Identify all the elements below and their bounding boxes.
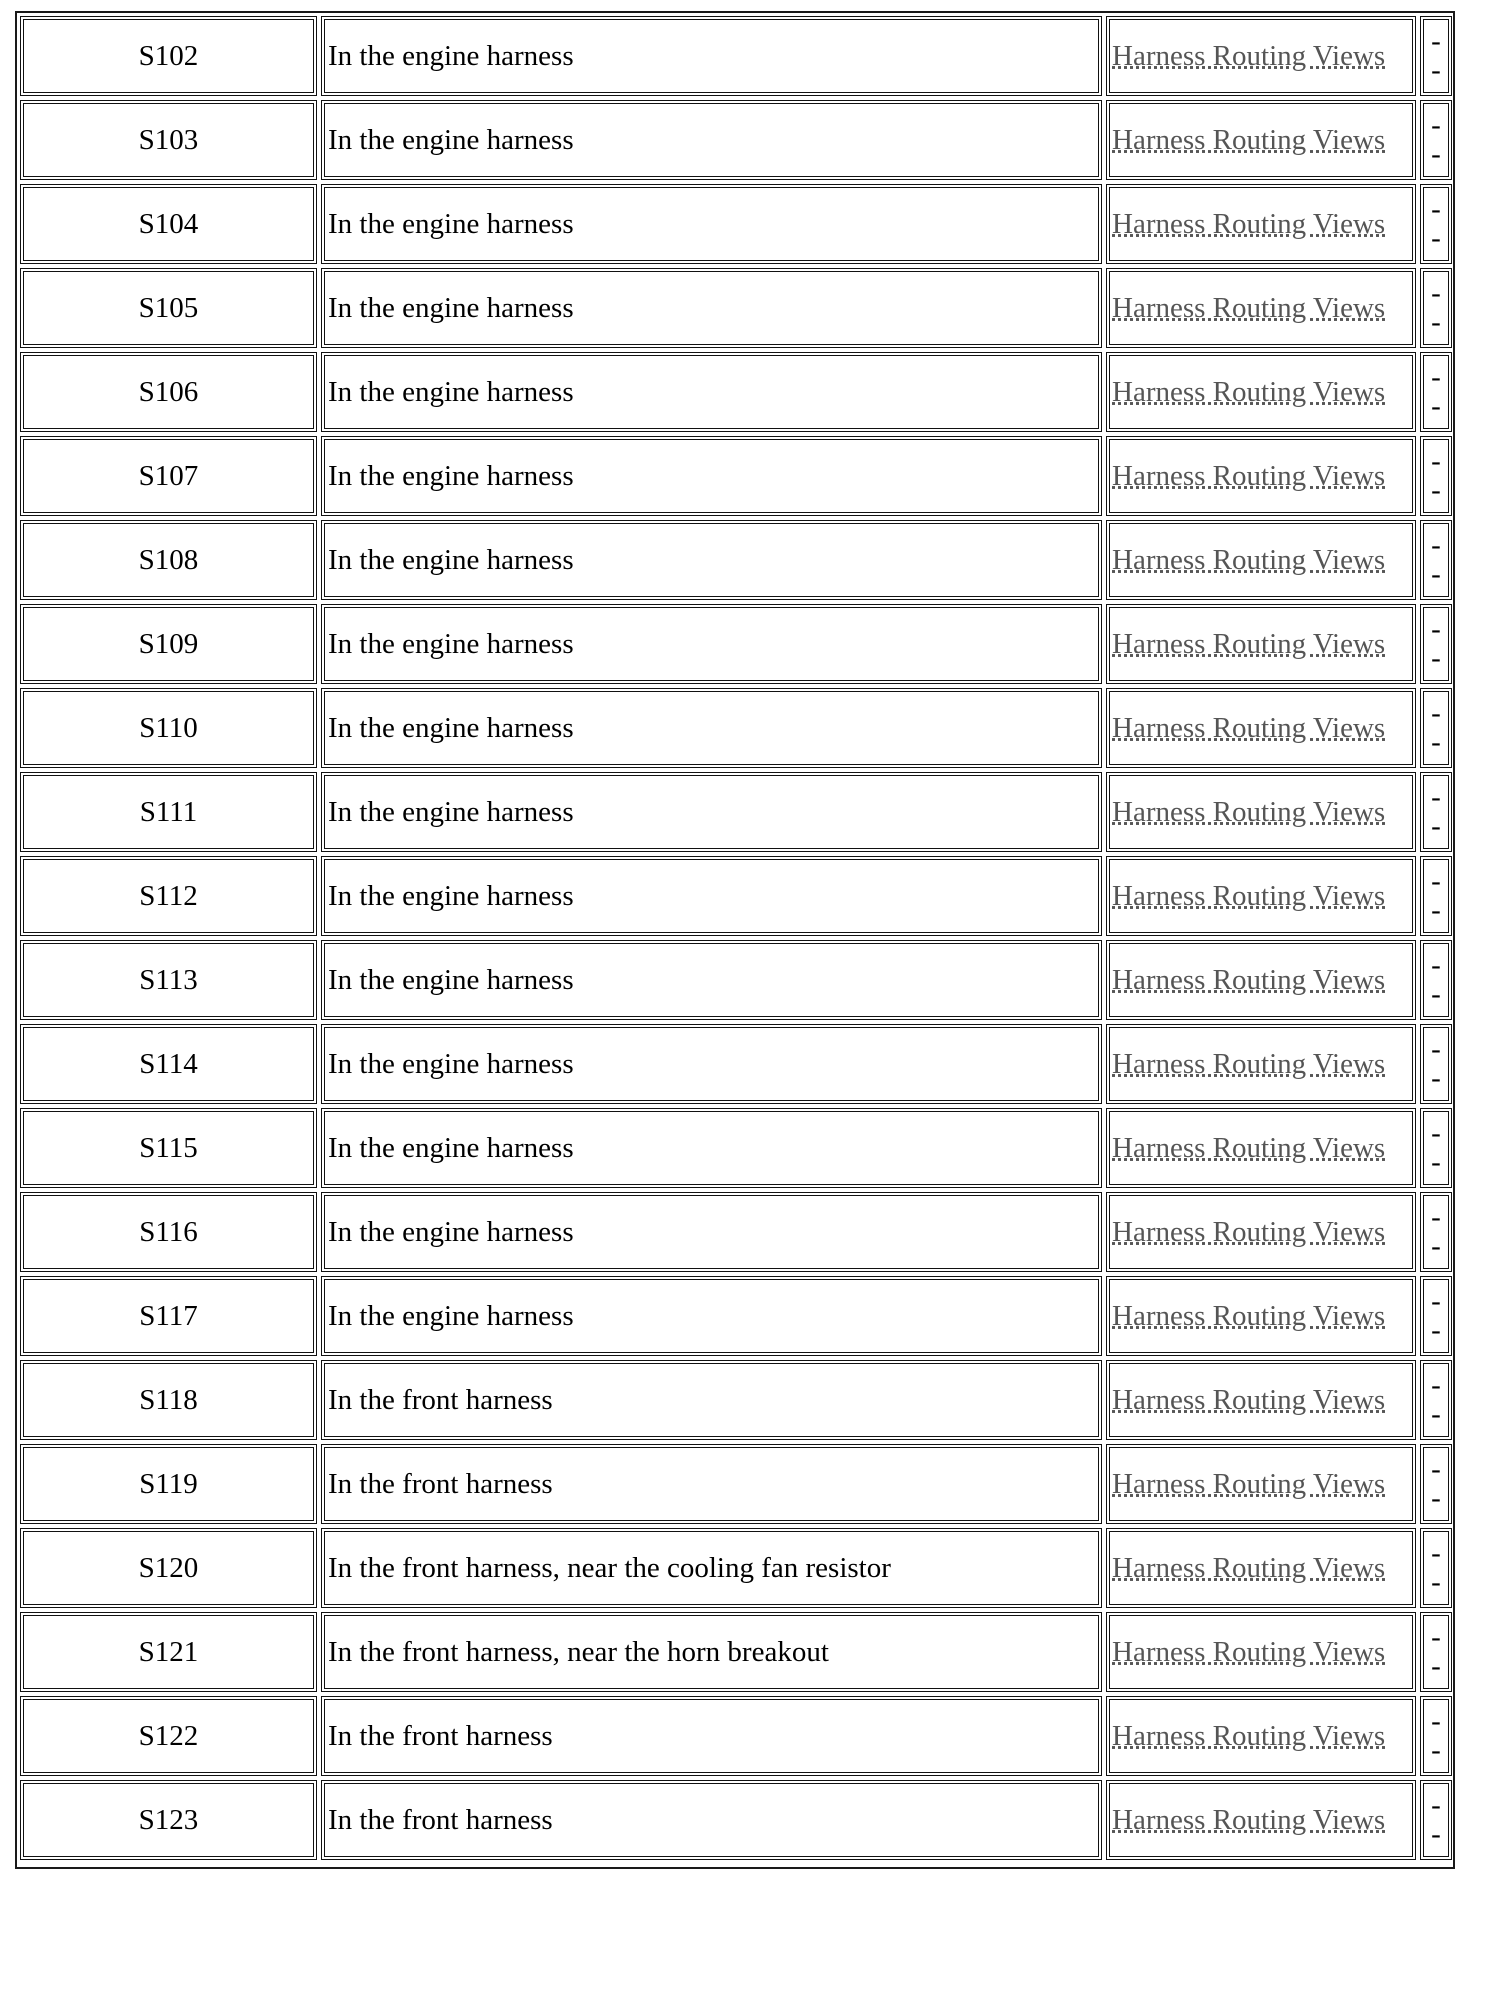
dash-bottom: - [1431, 1146, 1441, 1178]
harness-routing-views-link[interactable]: Harness Routing Views [1112, 627, 1386, 660]
splice-id-cell: S103 [20, 100, 317, 180]
dash-cell [1420, 100, 1452, 180]
dash-top: - [1431, 1537, 1441, 1569]
dash-top: - [1431, 697, 1441, 729]
splice-id-cell: S104 [20, 184, 317, 264]
harness-routing-cell [1106, 772, 1416, 852]
splice-location-cell: In the engine harness [321, 268, 1102, 348]
harness-routing-cell [1106, 268, 1416, 348]
splice-location-cell: In the engine harness [321, 1108, 1102, 1188]
table-row [20, 352, 1452, 432]
splice-id-cell: S109 [20, 604, 317, 684]
dash-cell [1420, 1192, 1452, 1272]
splice-location-cell: In the engine harness [321, 352, 1102, 432]
splice-location-cell: In the front harness, near the horn breakout [321, 1612, 1102, 1692]
splice-location-cell: In the engine harness [321, 688, 1102, 768]
table-row [20, 184, 1452, 264]
splice-id-cell: S106 [20, 352, 317, 432]
splice-location-cell: In the engine harness [321, 520, 1102, 600]
harness-routing-views-link[interactable]: Harness Routing Views [1112, 1215, 1386, 1248]
harness-routing-cell [1106, 1528, 1416, 1608]
dash-cell [1420, 1360, 1452, 1440]
dash-cell [1420, 352, 1452, 432]
dash-bottom: - [1431, 1734, 1441, 1766]
dash-cell [1420, 604, 1452, 684]
dash-bottom: - [1431, 642, 1441, 674]
splice-id-cell: S110 [20, 688, 317, 768]
dash-top: - [1431, 529, 1441, 561]
harness-routing-views-link[interactable]: Harness Routing Views [1112, 1383, 1386, 1416]
dash-top: - [1431, 1201, 1441, 1233]
dash-bottom: - [1431, 1650, 1441, 1682]
dash-top: - [1431, 949, 1441, 981]
dash-top: - [1431, 193, 1441, 225]
harness-routing-views-link[interactable]: Harness Routing Views [1112, 1635, 1386, 1668]
harness-routing-views-link[interactable]: Harness Routing Views [1112, 1131, 1386, 1164]
splice-id-cell: S108 [20, 520, 317, 600]
splice-location-cell: In the engine harness [321, 436, 1102, 516]
dash-top: - [1431, 1285, 1441, 1317]
dash-top: - [1431, 1789, 1441, 1821]
splice-id-cell: S114 [20, 1024, 317, 1104]
harness-routing-cell [1106, 940, 1416, 1020]
harness-routing-views-link[interactable]: Harness Routing Views [1112, 1803, 1386, 1836]
table-row [20, 16, 1452, 96]
splice-id-cell: S119 [20, 1444, 317, 1524]
dash-cell [1420, 940, 1452, 1020]
splice-id-cell: S117 [20, 1276, 317, 1356]
splice-location-cell: In the engine harness [321, 1024, 1102, 1104]
dash-top: - [1431, 109, 1441, 141]
dash-bottom: - [1431, 978, 1441, 1010]
dash-top: - [1431, 613, 1441, 645]
dash-bottom: - [1431, 1314, 1441, 1346]
splice-id-cell: S115 [20, 1108, 317, 1188]
harness-routing-cell [1106, 1192, 1416, 1272]
dash-top: - [1431, 1033, 1441, 1065]
dash-cell [1420, 16, 1452, 96]
dash-cell [1420, 1696, 1452, 1776]
harness-routing-cell [1106, 1780, 1416, 1860]
splice-location-cell: In the engine harness [321, 604, 1102, 684]
dash-bottom: - [1431, 1818, 1441, 1850]
splice-id-cell: S102 [20, 16, 317, 96]
splice-location-cell: In the engine harness [321, 856, 1102, 936]
dash-bottom: - [1431, 810, 1441, 842]
dash-cell [1420, 1612, 1452, 1692]
harness-routing-views-link[interactable]: Harness Routing Views [1112, 795, 1386, 828]
splice-location-cell: In the engine harness [321, 1192, 1102, 1272]
harness-routing-views-link[interactable]: Harness Routing Views [1112, 39, 1386, 72]
harness-routing-views-link[interactable]: Harness Routing Views [1112, 879, 1386, 912]
dash-bottom: - [1431, 390, 1441, 422]
harness-routing-cell [1106, 688, 1416, 768]
dash-cell [1420, 268, 1452, 348]
dash-bottom: - [1431, 558, 1441, 590]
dash-bottom: - [1431, 1230, 1441, 1262]
splice-location-cell: In the engine harness [321, 100, 1102, 180]
splice-location-cell: In the front harness [321, 1696, 1102, 1776]
splice-location-table [16, 12, 1456, 1864]
dash-cell [1420, 184, 1452, 264]
table-row [20, 1612, 1452, 1692]
splice-location-cell: In the front harness [321, 1444, 1102, 1524]
dash-top: - [1431, 1117, 1441, 1149]
dash-top: - [1431, 1369, 1441, 1401]
harness-routing-views-link[interactable]: Harness Routing Views [1112, 207, 1386, 240]
splice-location-cell: In the front harness [321, 1360, 1102, 1440]
splice-id-cell: S111 [20, 772, 317, 852]
splice-location-cell: In the engine harness [321, 772, 1102, 852]
table-row [20, 1780, 1452, 1860]
splice-id-cell: S122 [20, 1696, 317, 1776]
harness-routing-cell [1106, 1444, 1416, 1524]
dash-bottom: - [1431, 306, 1441, 338]
splice-location-cell: In the front harness [321, 1780, 1102, 1860]
harness-routing-cell [1106, 1612, 1416, 1692]
dash-bottom: - [1431, 1062, 1441, 1094]
splice-table-container [15, 11, 1455, 1869]
dash-bottom: - [1431, 54, 1441, 86]
dash-top: - [1431, 25, 1441, 57]
harness-routing-cell [1106, 1696, 1416, 1776]
dash-bottom: - [1431, 894, 1441, 926]
dash-cell [1420, 772, 1452, 852]
table-row [20, 1024, 1452, 1104]
splice-id-cell: S116 [20, 1192, 317, 1272]
dash-top: - [1431, 361, 1441, 393]
dash-cell [1420, 1444, 1452, 1524]
dash-cell [1420, 688, 1452, 768]
table-row [20, 1276, 1452, 1356]
harness-routing-views-link[interactable]: Harness Routing Views [1112, 375, 1386, 408]
harness-routing-views-link[interactable]: Harness Routing Views [1112, 1299, 1386, 1332]
splice-location-cell: In the engine harness [321, 1276, 1102, 1356]
harness-routing-cell [1106, 1024, 1416, 1104]
table-row [20, 1528, 1452, 1608]
splice-id-cell: S107 [20, 436, 317, 516]
splice-location-cell: In the engine harness [321, 184, 1102, 264]
dash-cell [1420, 1276, 1452, 1356]
dash-cell [1420, 436, 1452, 516]
table-row [20, 856, 1452, 936]
harness-routing-cell [1106, 184, 1416, 264]
table-row [20, 436, 1452, 516]
splice-id-cell: S123 [20, 1780, 317, 1860]
harness-routing-cell [1106, 352, 1416, 432]
table-row [20, 1444, 1452, 1524]
splice-id-cell: S118 [20, 1360, 317, 1440]
harness-routing-cell [1106, 16, 1416, 96]
harness-routing-views-link[interactable]: Harness Routing Views [1112, 543, 1386, 576]
harness-routing-views-link[interactable]: Harness Routing Views [1112, 711, 1386, 744]
dash-top: - [1431, 1621, 1441, 1653]
table-row [20, 1108, 1452, 1188]
dash-bottom: - [1431, 138, 1441, 170]
dash-cell [1420, 856, 1452, 936]
harness-routing-views-link[interactable]: Harness Routing Views [1112, 123, 1386, 156]
table-row [20, 1192, 1452, 1272]
splice-id-cell: S121 [20, 1612, 317, 1692]
dash-top: - [1431, 277, 1441, 309]
dash-top: - [1431, 445, 1441, 477]
table-row [20, 940, 1452, 1020]
harness-routing-views-link[interactable]: Harness Routing Views [1112, 1719, 1386, 1752]
dash-bottom: - [1431, 1566, 1441, 1598]
harness-routing-cell [1106, 520, 1416, 600]
table-row [20, 268, 1452, 348]
harness-routing-cell [1106, 856, 1416, 936]
splice-id-cell: S113 [20, 940, 317, 1020]
harness-routing-views-link[interactable]: Harness Routing Views [1112, 1047, 1386, 1080]
table-row [20, 1696, 1452, 1776]
table-row [20, 100, 1452, 180]
dash-bottom: - [1431, 726, 1441, 758]
harness-routing-cell [1106, 436, 1416, 516]
dash-bottom: - [1431, 222, 1441, 254]
dash-top: - [1431, 865, 1441, 897]
dash-top: - [1431, 781, 1441, 813]
table-row [20, 1360, 1452, 1440]
table-row [20, 520, 1452, 600]
splice-id-cell: S105 [20, 268, 317, 348]
harness-routing-views-link[interactable]: Harness Routing Views [1112, 1551, 1386, 1584]
harness-routing-cell [1106, 604, 1416, 684]
dash-top: - [1431, 1453, 1441, 1485]
table-row [20, 688, 1452, 768]
harness-routing-cell [1106, 1360, 1416, 1440]
table-row [20, 772, 1452, 852]
dash-top: - [1431, 1705, 1441, 1737]
harness-routing-cell [1106, 1108, 1416, 1188]
dash-bottom: - [1431, 1482, 1441, 1514]
dash-bottom: - [1431, 474, 1441, 506]
harness-routing-views-link[interactable]: Harness Routing Views [1112, 291, 1386, 324]
harness-routing-views-link[interactable]: Harness Routing Views [1112, 459, 1386, 492]
harness-routing-views-link[interactable]: Harness Routing Views [1112, 1467, 1386, 1500]
splice-location-cell: In the front harness, near the cooling fan resistor [321, 1528, 1102, 1608]
dash-cell [1420, 1528, 1452, 1608]
harness-routing-cell [1106, 100, 1416, 180]
table-row [20, 604, 1452, 684]
dash-cell [1420, 1108, 1452, 1188]
harness-routing-cell [1106, 1276, 1416, 1356]
splice-location-cell: In the engine harness [321, 16, 1102, 96]
dash-cell [1420, 1780, 1452, 1860]
splice-location-cell: In the engine harness [321, 940, 1102, 1020]
harness-routing-views-link[interactable]: Harness Routing Views [1112, 963, 1386, 996]
dash-bottom: - [1431, 1398, 1441, 1430]
dash-cell [1420, 520, 1452, 600]
dash-cell [1420, 1024, 1452, 1104]
splice-id-cell: S112 [20, 856, 317, 936]
splice-id-cell: S120 [20, 1528, 317, 1608]
